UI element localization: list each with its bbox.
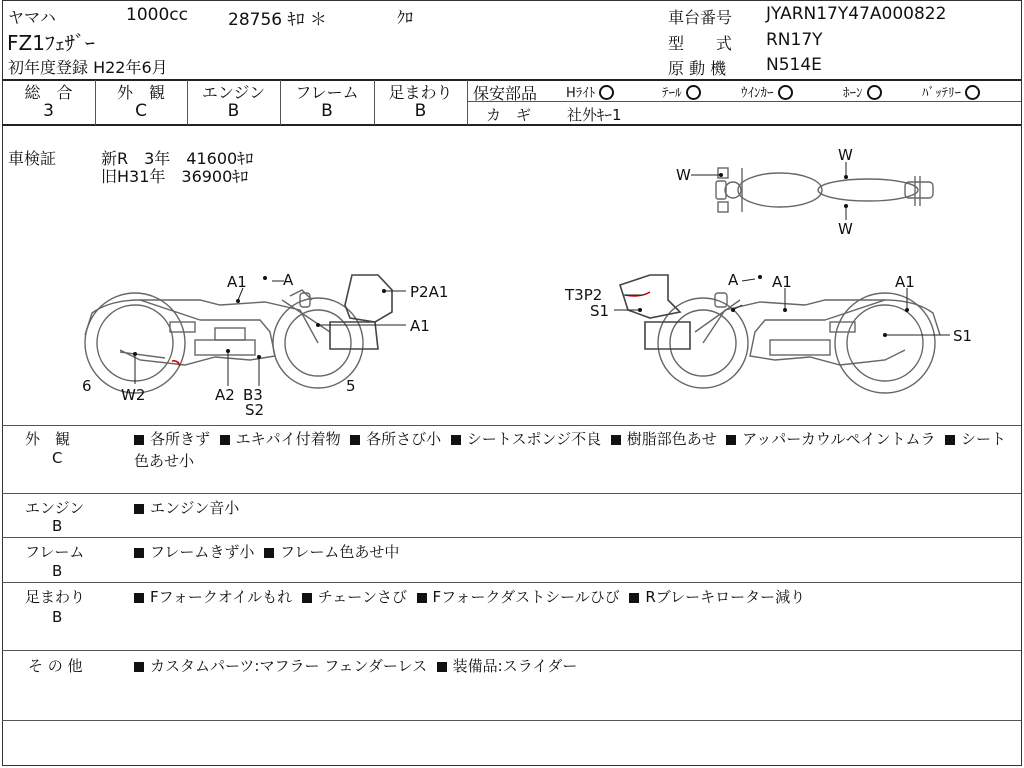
diagram-label: W2 <box>121 386 146 404</box>
frame-findings <box>134 541 399 562</box>
model-name: FZ1ﾌｪｻﾞｰ <box>7 31 95 55</box>
first-registration: 初年度登録 H22年6月 <box>8 58 168 77</box>
grade-value-suspension: B <box>414 101 427 121</box>
finding-item: エキパイ付着物 <box>220 430 341 448</box>
safety-item-battery: ﾊﾞｯﾃﾘｰ <box>922 82 980 101</box>
section-label-exterior: 外 観 <box>25 430 71 448</box>
section-rule-1 <box>2 493 1021 494</box>
maker: ヤマハ <box>8 8 56 27</box>
diagram-label: S1 <box>590 302 610 320</box>
diagram-label: A1 <box>410 317 430 335</box>
finding-item: 各所さび小 <box>350 430 441 448</box>
diagram-label: A1 <box>227 273 247 291</box>
diagram-label: A1 <box>772 273 792 291</box>
section-label-other: そ の 他 <box>28 657 83 675</box>
model-code: RN17Y <box>766 30 823 50</box>
section-label-frame: フレーム <box>25 543 85 561</box>
frame-number-label: 車台番号 <box>668 8 733 27</box>
grade-label-suspension: 足まわり <box>388 83 453 102</box>
diagram-label: W <box>838 220 853 238</box>
finding-item: エンジン音小 <box>134 499 239 517</box>
finding-item: 装備品:スライダー <box>437 657 578 675</box>
safety-item-horn: ﾎｰﾝ <box>843 82 882 101</box>
section-grade-suspension: B <box>52 608 63 626</box>
finding-item: アッパーカウルペイントムラ <box>726 430 935 448</box>
finding-item: Fフォークダストシールひび <box>417 588 620 606</box>
engine-findings <box>134 497 239 518</box>
right-side-bike <box>614 275 950 393</box>
top-view-bike <box>691 162 933 220</box>
diagram-label: A2 <box>215 386 235 404</box>
diagram-label: S2 <box>245 401 265 419</box>
grade-label-frame: フレーム <box>295 83 359 102</box>
grade-value-frame: B <box>321 101 333 121</box>
finding-item: シートスポンジ不良 <box>451 430 601 448</box>
section-label-suspension: 足まわり <box>25 588 86 606</box>
diagram-label: 5 <box>346 377 356 395</box>
engine-number: N514E <box>766 55 822 75</box>
section-label-engine: エンジン <box>25 499 85 517</box>
inspection-new: 新R 3年 41600ｷﾛ <box>101 149 254 168</box>
diagram-label: T3P2 <box>565 286 603 304</box>
finding-item: シート色あせ小 <box>134 430 1007 470</box>
grade-label-engine: エンジン <box>201 83 266 102</box>
diagram-label: S1 <box>953 327 973 345</box>
model-code-label: 型 式 <box>668 34 733 53</box>
body-color: ｸﾛ <box>397 8 414 27</box>
finding-item: フレーム色あせ中 <box>264 543 399 561</box>
grade-label-overall: 総 合 <box>24 83 73 102</box>
finding-item: カスタムパーツ:マフラー フェンダーレス <box>134 657 427 675</box>
section-rule-4 <box>2 650 1021 651</box>
finding-item: フレームきず小 <box>134 543 254 561</box>
diagram-label: A <box>283 271 294 289</box>
section-rule-2 <box>2 537 1021 538</box>
finding-item: チェーンさび <box>302 588 407 606</box>
inspection-old: 旧H31年 36900ｷﾛ <box>101 167 249 186</box>
section-grade-exterior: C <box>52 449 63 467</box>
left-side-bike <box>85 275 406 393</box>
diagram-label: W <box>676 166 691 184</box>
exterior-findings <box>134 428 1014 472</box>
grade-value-engine: B <box>227 101 240 121</box>
frame-number: JYARN17Y47A000822 <box>766 4 947 24</box>
grade-value-overall: 3 <box>43 101 54 121</box>
section-grade-frame: B <box>52 562 63 580</box>
diagram-label: B3 <box>243 386 263 404</box>
grade-label-exterior: 外 観 <box>116 83 165 102</box>
safety-item-headlight: Hﾗｲﾄ <box>566 82 614 101</box>
safety-parts-label: 保安部品 <box>473 84 538 103</box>
key-value: 社外ｷｰ1 <box>567 106 622 124</box>
displacement: 1000cc <box>126 5 188 25</box>
finding-item: 樹脂部色あせ <box>611 430 717 448</box>
diagram-label: A1 <box>895 273 915 291</box>
diagram-label: P2A1 <box>410 283 449 301</box>
section-grade-engine: B <box>52 517 63 535</box>
diagram-label: A <box>728 271 739 289</box>
other-findings <box>134 655 577 676</box>
diagram-label: 6 <box>82 377 92 395</box>
mileage: 28756 ｷﾛ ＊ <box>228 10 327 30</box>
section-rule-5 <box>2 720 1021 721</box>
diagram-label: W <box>838 146 853 164</box>
engine-number-label: 原 動 機 <box>668 59 727 78</box>
safety-item-winker: ｳｲﾝｶｰ <box>741 82 793 101</box>
suspension-findings <box>134 586 805 607</box>
grade-value-exterior: C <box>135 101 147 121</box>
finding-item: Fフォークオイルもれ <box>134 588 292 606</box>
inspection-label: 車検証 <box>8 149 57 168</box>
finding-item: 各所きず <box>134 430 210 448</box>
finding-item: Rブレーキローター減り <box>629 588 805 606</box>
section-rule-3 <box>2 582 1021 583</box>
safety-item-tail: ﾃｰﾙ <box>662 82 701 101</box>
key-label: カ ギ <box>486 106 532 124</box>
